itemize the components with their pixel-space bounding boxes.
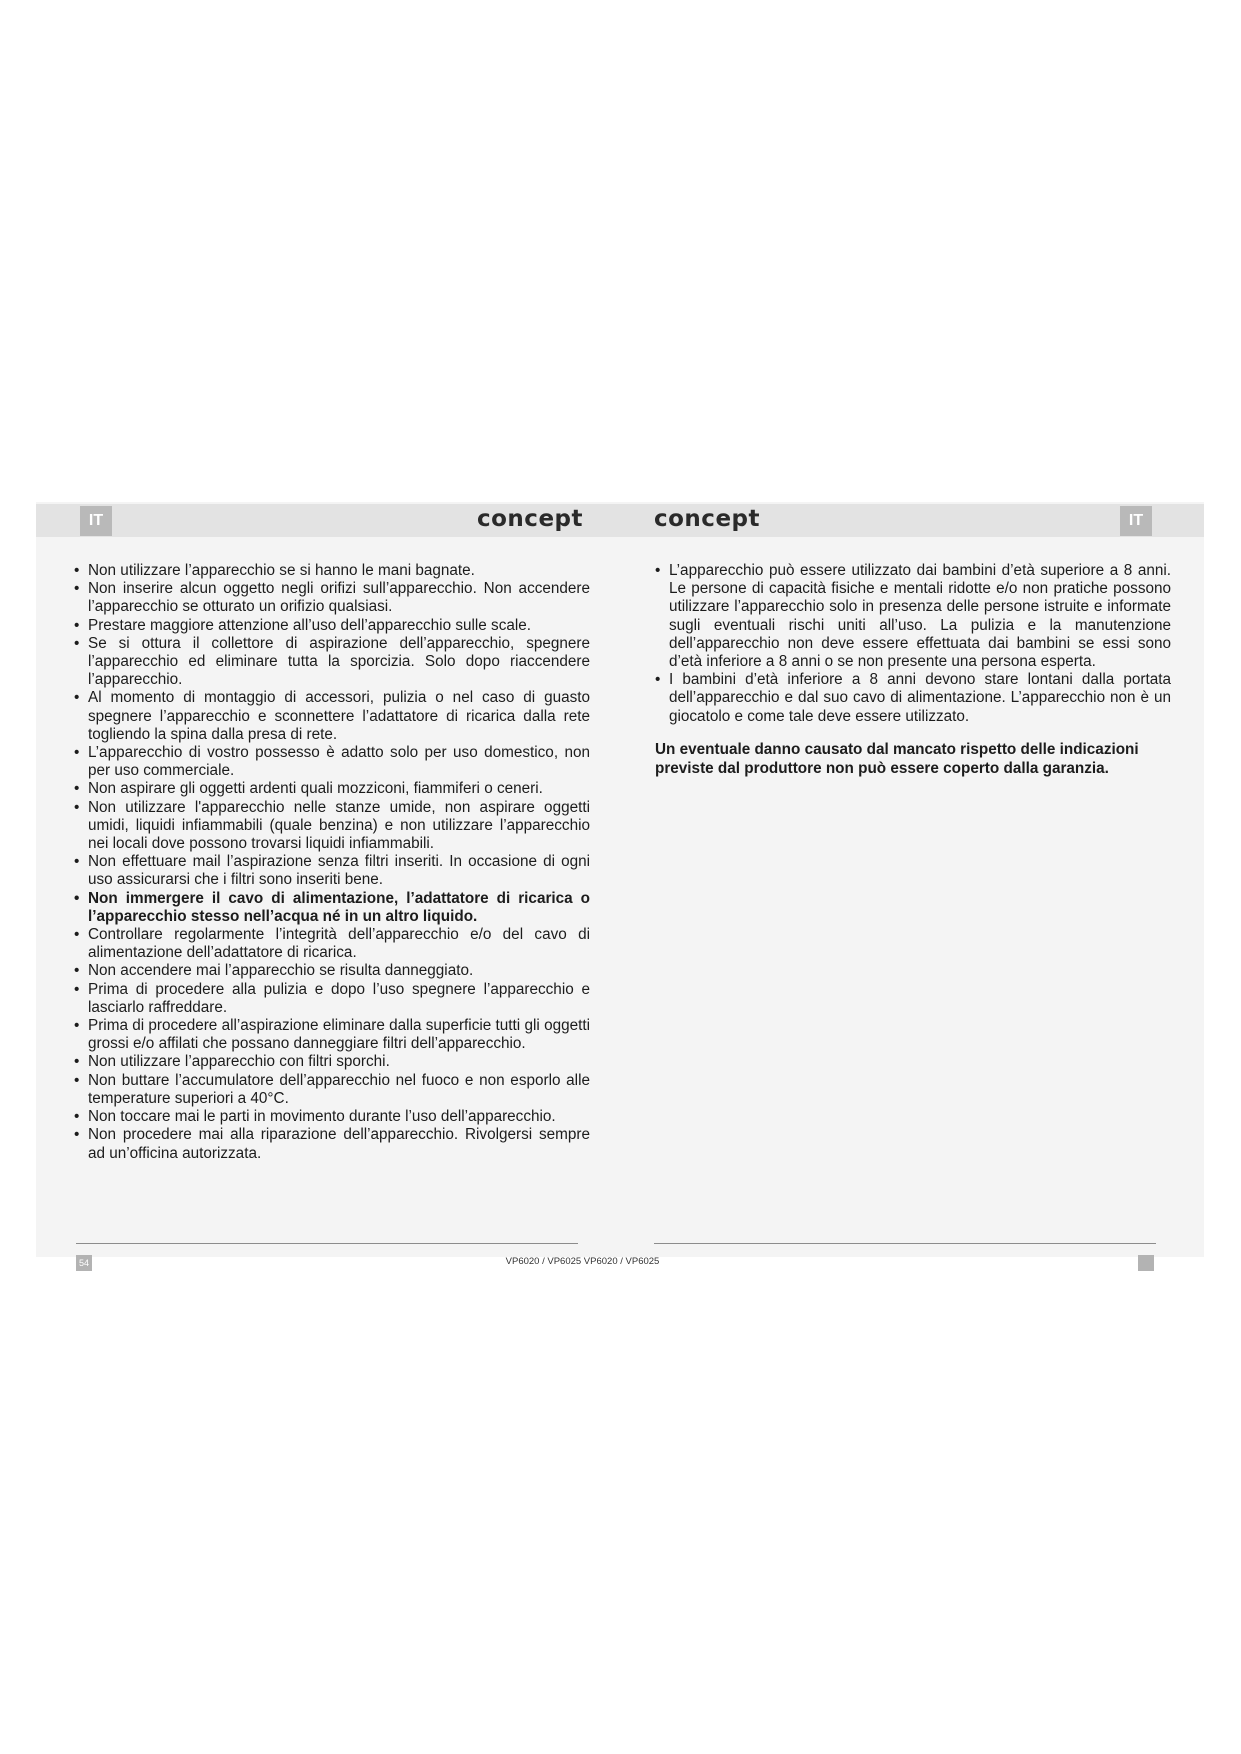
bullet-icon: • bbox=[74, 580, 80, 598]
list-item bbox=[74, 635, 590, 690]
bullet-icon: • bbox=[655, 562, 661, 579]
bullet-icon: • bbox=[74, 1071, 80, 1089]
left-column bbox=[74, 562, 590, 1163]
bullet-icon: • bbox=[74, 1017, 80, 1035]
right-safety-list bbox=[655, 562, 1171, 726]
warranty-notice: Un eventuale danno causato dal mancato rispetto delle indicazioni previste dal produttore non può essere coperto dalla garanzia. bbox=[655, 740, 1139, 777]
list-item-text: Prima di procedere all’aspirazione eliminare dalla superficie tutti gli oggetti grossi e/o affilati che possano danneggiare filtri dell’apparecchio. bbox=[88, 1017, 590, 1053]
left-safety-list bbox=[74, 562, 590, 1163]
bullet-icon: • bbox=[74, 562, 80, 579]
list-item-text: Non accendere mai l’apparecchio se risulta danneggiato. bbox=[88, 962, 474, 980]
list-item-text: Non toccare mai le parti in movimento durante l’uso dell’apparecchio. bbox=[88, 1108, 556, 1126]
brand-logo-left: concept bbox=[477, 506, 584, 532]
bullet-icon: • bbox=[655, 671, 661, 689]
list-item-text: Al momento di montaggio di accessori, pulizia o nel caso di guasto spegnere l’apparecchio e sconnettere l’adattatore di ricarica dalla rete togliendo la spina dalla presa di rete. bbox=[88, 689, 590, 743]
list-item bbox=[74, 926, 590, 962]
list-item bbox=[74, 744, 590, 780]
bullet-icon: • bbox=[74, 798, 80, 816]
bullet-icon: • bbox=[74, 780, 80, 798]
list-item bbox=[74, 1126, 590, 1162]
list-item bbox=[74, 580, 590, 616]
list-item-text: Non inserire alcun oggetto negli orifizi sull’apparecchio. Non accendere l’apparecchio se otturato un orifizio qualsiasi. bbox=[88, 580, 590, 616]
list-item-text: Non immergere il cavo di alimentazione, l’adattatore di ricarica o l’apparecchio stesso nell’acqua né in un altro liquido. bbox=[88, 889, 590, 925]
bullet-icon: • bbox=[74, 1053, 80, 1071]
list-item-text: Prestare maggiore attenzione all’uso dell’apparecchio sulle scale. bbox=[88, 616, 532, 634]
footer-rule-right bbox=[654, 1243, 1156, 1244]
header-band bbox=[36, 504, 1204, 537]
language-badge-left: IT bbox=[80, 506, 112, 536]
list-item bbox=[655, 671, 1171, 726]
bullet-icon: • bbox=[74, 889, 80, 907]
page-number-right-marker bbox=[1138, 1255, 1154, 1271]
language-badge-right: IT bbox=[1120, 506, 1152, 536]
list-item-text: L’apparecchio di vostro possesso è adatto solo per uso domestico, non per uso commerciale. bbox=[88, 744, 590, 780]
bullet-icon: • bbox=[74, 980, 80, 998]
list-item bbox=[74, 890, 590, 926]
bullet-icon: • bbox=[74, 744, 80, 762]
list-item bbox=[74, 780, 590, 798]
list-item-text: Se si ottura il collettore di aspirazione dell’apparecchio, spegnere l’apparecchio ed eliminare tutta la sporcizia. Solo dopo riaccendere l’apparecchio. bbox=[88, 634, 590, 689]
page-number-left: 54 bbox=[76, 1255, 92, 1271]
list-item bbox=[74, 617, 590, 635]
list-item bbox=[74, 1017, 590, 1053]
footer-rule-left bbox=[76, 1243, 578, 1244]
bullet-icon: • bbox=[74, 962, 80, 980]
list-item-text: Non procedere mai alla riparazione dell’apparecchio. Rivolgersi sempre ad un’officina autorizzata. bbox=[88, 1126, 590, 1162]
list-item-text: I bambini d’età inferiore a 8 anni devono stare lontani dalla portata dell’apparecchio e dal suo cavo di alimentazione. L’apparecchio non è un giocatolo e come tale deve essere utilizzato. bbox=[669, 671, 1171, 725]
bullet-icon: • bbox=[74, 689, 80, 707]
list-item bbox=[74, 562, 590, 580]
list-item bbox=[74, 853, 590, 889]
right-column bbox=[655, 562, 1171, 778]
list-item bbox=[74, 981, 590, 1017]
bullet-icon: • bbox=[74, 853, 80, 871]
list-item-text: Non aspirare gli oggetti ardenti quali mozziconi, fiammiferi o ceneri. bbox=[88, 780, 543, 798]
bullet-icon: • bbox=[74, 616, 80, 634]
list-item-text: Prima di procedere alla pulizia e dopo l’uso spegnere l’apparecchio e lasciarlo raffreddare. bbox=[88, 980, 590, 1016]
list-item-text: Non utilizzare l’apparecchio con filtri sporchi. bbox=[88, 1053, 390, 1071]
list-item bbox=[74, 689, 590, 744]
list-item bbox=[74, 1072, 590, 1108]
list-item-text: Controllare regolarmente l’integrità dell’apparecchio e/o del cavo di alimentazione dell’adattatore di ricarica. bbox=[88, 926, 590, 962]
list-item bbox=[74, 1053, 590, 1071]
list-item-text: Non effettuare mail l’aspirazione senza filtri inseriti. In occasione di ogni uso assicurarsi che i filtri sono inseriti bene. bbox=[88, 853, 590, 889]
list-item bbox=[655, 562, 1171, 671]
bullet-icon: • bbox=[74, 634, 80, 652]
brand-logo-right: concept bbox=[654, 506, 761, 532]
bullet-icon: • bbox=[74, 926, 80, 944]
list-item bbox=[74, 799, 590, 854]
list-item-text: L’apparecchio può essere utilizzato dai bambini d’età superiore a 8 anni. Le persone di capacità fisiche e mentali ridotte e/o non pratiche possono utilizzare l’apparecchio solo in presenza delle persone istruite e informate sugli eventuali rischi uniti all’uso. La pulizia e la manutenzione dell’apparecchio non deve essere effettuata dai bambini se essi sono d’età inferiore a 8 anni o se non presente una persona esperta. bbox=[669, 562, 1171, 671]
list-item bbox=[74, 962, 590, 980]
model-numbers: VP6020 / VP6025 VP6020 / VP6025 bbox=[505, 1256, 660, 1267]
bullet-icon: • bbox=[74, 1126, 80, 1144]
list-item-text: Non utilizzare l'apparecchio nelle stanze umide, non aspirare oggetti umidi, liquidi infiammabili (quale benzina) e non utilizzare l’apparecchio nei locali dove possono trovarsi liquidi infiammabili. bbox=[88, 798, 590, 853]
list-item bbox=[74, 1108, 590, 1126]
list-item-text: Non buttare l’accumulatore dell’apparecchio nel fuoco e non esporlo alle temperature superiori a 40°C. bbox=[88, 1071, 590, 1107]
bullet-icon: • bbox=[74, 1108, 80, 1126]
list-item-text: Non utilizzare l’apparecchio se si hanno le mani bagnate. bbox=[88, 562, 475, 579]
